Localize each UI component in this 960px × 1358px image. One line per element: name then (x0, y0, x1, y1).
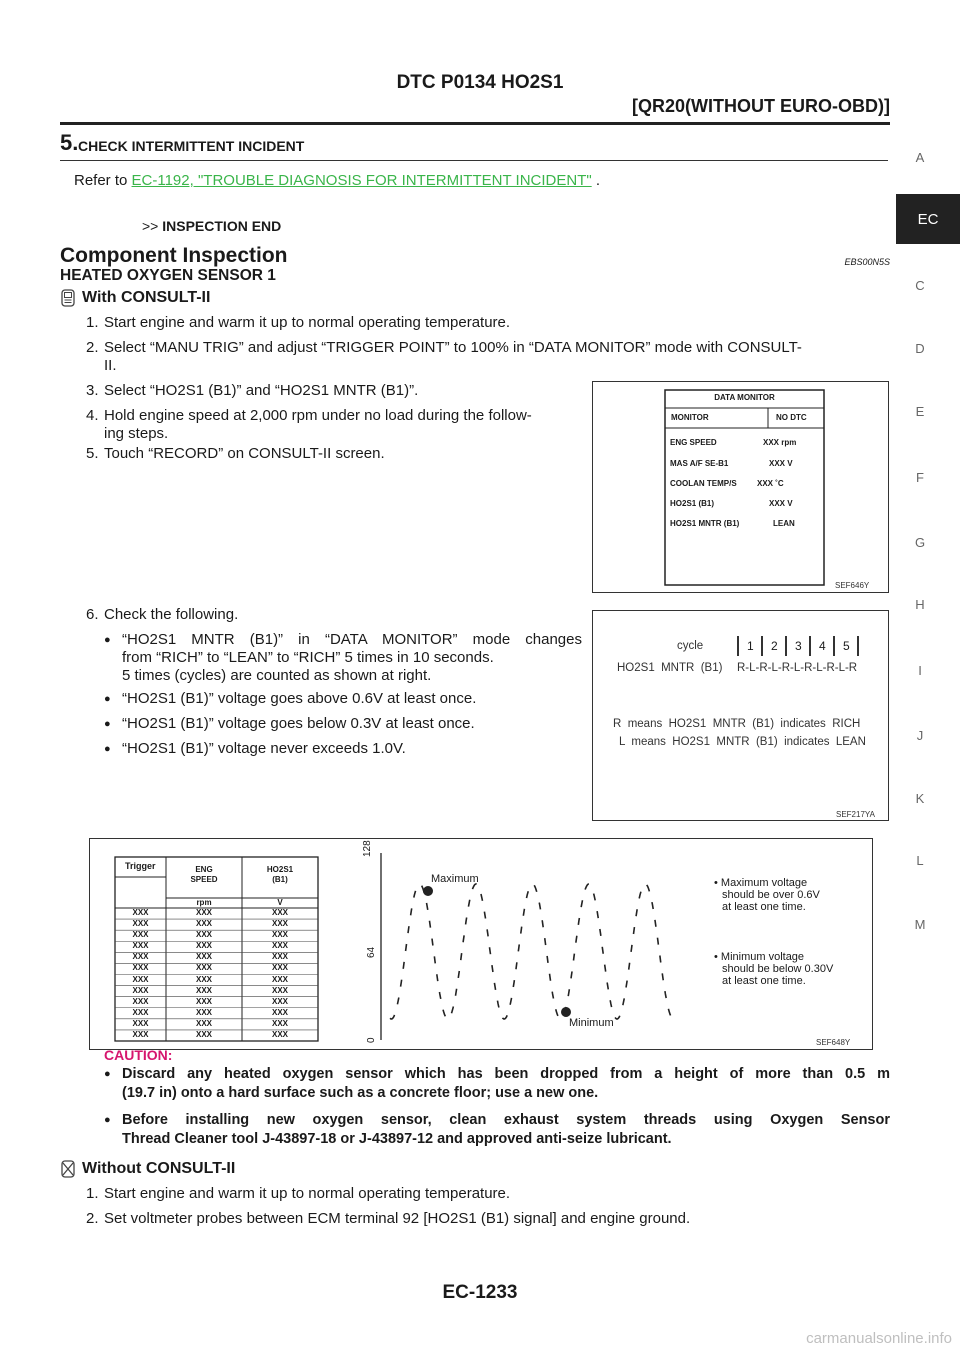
step-2-number: 2. (86, 339, 99, 356)
table-cell: XXX (132, 1018, 149, 1028)
side-index-j[interactable]: J (916, 728, 924, 743)
table-cell: XXX (132, 974, 149, 984)
step-5-number: 5. (86, 445, 99, 462)
data-monitor-title: DATA MONITOR (714, 393, 775, 402)
data-monitor-col-nodtc: NO DTC (776, 413, 807, 422)
table-cell: XXX (271, 908, 288, 917)
table-cell: XXX (195, 1029, 212, 1039)
note-min-line3: at least one time. (722, 975, 806, 987)
table-cell: XXX (271, 952, 288, 962)
step-4-number: 4. (86, 407, 99, 424)
caution-item-1 (104, 1065, 890, 1103)
data-monitor-screen (593, 382, 888, 592)
side-index-f[interactable]: F (916, 470, 924, 485)
bullet-dot: ● (104, 1114, 111, 1126)
data-monitor-col-monitor: MONITOR (671, 413, 709, 422)
minimum-marker (561, 1007, 571, 1017)
dm-row-label: HO2S1 (B1) (670, 499, 715, 508)
side-index-e[interactable]: E (915, 404, 925, 419)
section-title: HEATED OXYGEN SENSOR 1 (60, 267, 276, 284)
step-2 (86, 339, 890, 375)
note-max-line1: • Maximum voltage (714, 877, 808, 889)
maximum-marker (423, 886, 433, 896)
side-index-k[interactable]: K (915, 791, 925, 806)
y-tick-64: 64 (366, 946, 377, 958)
inspection-end-arrow: >> (142, 218, 159, 234)
step-4 (86, 407, 532, 443)
figure-code: SEF648Y (816, 1038, 851, 1047)
consult-tool-icon (60, 289, 76, 307)
caution-heading: CAUTION: (104, 1047, 173, 1063)
step-number: 5. (60, 130, 79, 155)
mntr-sequence: R-L-R-L-R-L-R-L-R-L-R (737, 662, 858, 674)
without-step-2-text: Set voltmeter probes between ECM terminal 92 [HO2S1 (B1) signal] and engine ground. (104, 1210, 691, 1227)
step-4-text-line2: ing steps. (104, 425, 169, 442)
unit-v: V (277, 898, 283, 907)
bullet-dot: ● (104, 743, 111, 755)
note-min-line2: should be below 0.30V (722, 963, 834, 975)
ho2s1-header-line2: (B1) (272, 875, 288, 884)
table-cell: XXX (271, 919, 288, 929)
side-index-l[interactable]: L (916, 853, 924, 868)
table-cell: XXX (195, 919, 212, 929)
cycle-number: 2 (771, 639, 778, 653)
step-6 (86, 606, 239, 624)
dm-row-value: XXX V (769, 459, 793, 468)
table-cell: XXX (271, 930, 288, 940)
bullet-1-line3: 5 times (cycles) are counted as shown at right. (122, 667, 432, 684)
step-1 (86, 314, 511, 332)
cycle-number: 5 (843, 639, 850, 653)
figure-voltage-waveform (89, 838, 873, 1050)
table-cell: XXX (271, 1029, 288, 1039)
note-rich: R means HO2S1 MNTR (B1) indicates RICH (613, 718, 861, 730)
note-max-line2: should be over 0.6V (722, 889, 820, 901)
table-cell: XXX (132, 1029, 149, 1039)
side-index-i[interactable]: I (918, 663, 922, 678)
step-6-text: Check the following. (104, 606, 239, 623)
bullet-dot: ● (104, 693, 111, 705)
cycle-numbers (737, 636, 867, 656)
table-cell: XXX (271, 985, 288, 995)
bullet-1 (104, 631, 582, 685)
table-cell: XXX (195, 963, 212, 973)
side-index-d[interactable]: D (915, 341, 925, 356)
side-index-h[interactable]: H (915, 597, 925, 612)
dm-row-value: LEAN (773, 519, 795, 528)
maximum-label: Maximum (431, 873, 479, 885)
y-tick-0: 0 (366, 1037, 377, 1043)
table-cell: XXX (132, 963, 149, 973)
unit-rpm: rpm (196, 898, 212, 907)
cycle-number: 4 (819, 639, 826, 653)
bullet-2 (104, 690, 477, 708)
table-cell: XXX (271, 1007, 288, 1017)
inspection-end (142, 218, 281, 234)
table-cell: XXX (271, 1018, 288, 1028)
step-1-number: 1. (86, 314, 99, 331)
inspection-end-label: INSPECTION END (162, 218, 282, 234)
cycle-number: 1 (747, 639, 754, 653)
dm-row-label: ENG SPEED (670, 438, 717, 447)
side-index-g[interactable]: G (914, 535, 926, 550)
eng-speed-header-line2: SPEED (190, 875, 218, 884)
table-cell: XXX (195, 952, 212, 962)
component-inspection-title: Component Inspection (60, 244, 288, 267)
table-cell: XXX (195, 908, 212, 917)
bullet-1-line2: from “RICH” to “LEAN” to “RICH” 5 times in 10 seconds. (122, 649, 494, 666)
refer-prefix: Refer to (74, 172, 132, 189)
bullet-2-text: “HO2S1 (B1)” voltage goes above 0.6V at least once. (122, 690, 477, 707)
dm-row-label: MAS A/F SE-B1 (670, 459, 729, 468)
without-step-2 (86, 1210, 691, 1228)
without-consult-label: Without CONSULT-II (82, 1160, 236, 1177)
figure-data-monitor (592, 381, 889, 593)
side-index-m[interactable]: M (914, 917, 926, 932)
step-2-text-line1: Select “MANU TRIG” and adjust “TRIGGER POINT” to 100% in “DATA MONITOR” mode with CONSULT- (104, 339, 802, 356)
step-3-text: Select “HO2S1 (B1)” and “HO2S1 MNTR (B1)”. (104, 382, 419, 399)
step-5 (86, 445, 385, 463)
table-cell: XXX (132, 919, 149, 929)
note-max-voltage (714, 877, 820, 913)
dm-row-label: COOLAN TEMP/S (670, 479, 737, 488)
table-cell: XXX (195, 930, 212, 940)
table-cell: XXX (195, 974, 212, 984)
refer-link[interactable]: EC-1192, "TROUBLE DIAGNOSIS FOR INTERMITTENT INCIDENT" (131, 172, 592, 189)
step-rule (60, 160, 888, 161)
side-index-a[interactable]: A (915, 150, 925, 165)
caution-item-1-line1: Discard any heated oxygen sensor which has been dropped from a height of more than 0.5 m (122, 1066, 890, 1082)
table-cell: XXX (271, 974, 288, 984)
step-2-text-line2: II. (104, 357, 117, 374)
step-3-number: 3. (86, 382, 99, 399)
note-max-line3: at least one time. (722, 901, 806, 913)
table-cell: XXX (271, 963, 288, 973)
y-tick-128: 128 (362, 840, 373, 857)
dm-row-value: XXX rpm (763, 438, 797, 447)
without-step-2-number: 2. (86, 1210, 99, 1227)
refer-suffix: . (591, 172, 601, 189)
figure-cycle-count (592, 610, 889, 821)
cycle-number: 3 (795, 639, 802, 653)
caution-item-2 (104, 1111, 890, 1149)
trigger-header: Trigger (125, 861, 156, 871)
dm-row-label: HO2S1 MNTR (B1) (670, 519, 740, 528)
table-cell: XXX (132, 1007, 149, 1017)
bullet-1-line1: “HO2S1 MNTR (B1)” in “DATA MONITOR” mode changes (122, 631, 582, 648)
table-cell: XXX (195, 941, 212, 951)
table-cell: XXX (195, 985, 212, 995)
figure-code: SEF646Y (835, 581, 870, 590)
refer-line (74, 172, 600, 189)
table-cell: XXX (132, 941, 149, 951)
note-lean: L means HO2S1 MNTR (B1) indicates LEAN (619, 736, 866, 748)
side-index-c[interactable]: C (915, 278, 925, 293)
table-cell: XXX (132, 930, 149, 940)
side-index-ec-active[interactable]: EC (896, 194, 960, 244)
bullet-3 (104, 715, 475, 733)
note-min-voltage (714, 951, 833, 987)
step-title: CHECK INTERMITTENT INCIDENT (78, 138, 305, 154)
without-step-1-text: Start engine and warm it up to normal operating temperature. (104, 1185, 511, 1202)
caution-item-2-line1: Before installing new oxygen sensor, clean exhaust system threads using Oxygen Sensor (122, 1112, 890, 1128)
cycle-label: cycle (677, 640, 704, 652)
bullet-4-text: “HO2S1 (B1)” voltage never exceeds 1.0V. (122, 740, 406, 757)
bullet-4 (104, 740, 406, 758)
bullet-dot: ● (104, 1068, 111, 1080)
bullet-dot: ● (104, 634, 111, 646)
table-cell: XXX (132, 908, 149, 917)
dm-row-value: XXX ˚C (757, 479, 784, 488)
watermark: carmanualsonline.info (806, 1330, 952, 1347)
component-code: EBS00N5S (844, 257, 890, 267)
bullet-3-text: “HO2S1 (B1)” voltage goes below 0.3V at least once. (122, 715, 475, 732)
table-cell: XXX (132, 952, 149, 962)
page-subtitle: [QR20(WITHOUT EURO-OBD)] (632, 96, 890, 116)
table-cell: XXX (132, 985, 149, 995)
ho2s1-header (242, 865, 318, 885)
note-min-line1: • Minimum voltage (714, 951, 805, 963)
step-1-text: Start engine and warm it up to normal operating temperature. (104, 314, 511, 331)
table-cell: XXX (271, 941, 288, 951)
eng-speed-header-line1: ENG (195, 865, 213, 874)
with-consult-heading (60, 289, 210, 307)
caution-item-2-line2: Thread Cleaner tool J-43897-18 or J-43897-12 and approved anti-seize lubricant. (122, 1131, 672, 1147)
no-consult-icon (60, 1160, 76, 1178)
step-3 (86, 382, 419, 400)
page-number: EC-1233 (442, 1282, 518, 1303)
page-title: DTC P0134 HO2S1 (396, 72, 564, 93)
eng-speed-header (166, 865, 242, 885)
step-6-number: 6. (86, 606, 99, 623)
table-cell: XXX (195, 1007, 212, 1017)
table-cell: XXX (132, 996, 149, 1006)
figure-code: SEF217YA (836, 810, 875, 819)
without-step-1 (86, 1185, 511, 1203)
without-step-1-number: 1. (86, 1185, 99, 1202)
step-5-text: Touch “RECORD” on CONSULT-II screen. (104, 445, 385, 462)
table-cell: XXX (195, 996, 212, 1006)
ho2s1-header-line1: HO2S1 (266, 865, 294, 874)
step-4-text-line1: Hold engine speed at 2,000 rpm under no load during the follow- (104, 407, 532, 424)
dm-row-value: XXX V (769, 499, 793, 508)
table-cell: XXX (195, 1018, 212, 1028)
bullet-dot: ● (104, 718, 111, 730)
without-consult-heading (60, 1160, 235, 1178)
table-cell: XXX (271, 996, 288, 1006)
mntr-label: HO2S1 MNTR (B1) (617, 662, 723, 674)
caution-item-1-line2: (19.7 in) onto a hard surface such as a concrete floor; use a new one. (122, 1085, 599, 1101)
header-rule (60, 122, 890, 125)
with-consult-label: With CONSULT-II (82, 289, 211, 306)
minimum-label: Minimum (569, 1017, 614, 1029)
